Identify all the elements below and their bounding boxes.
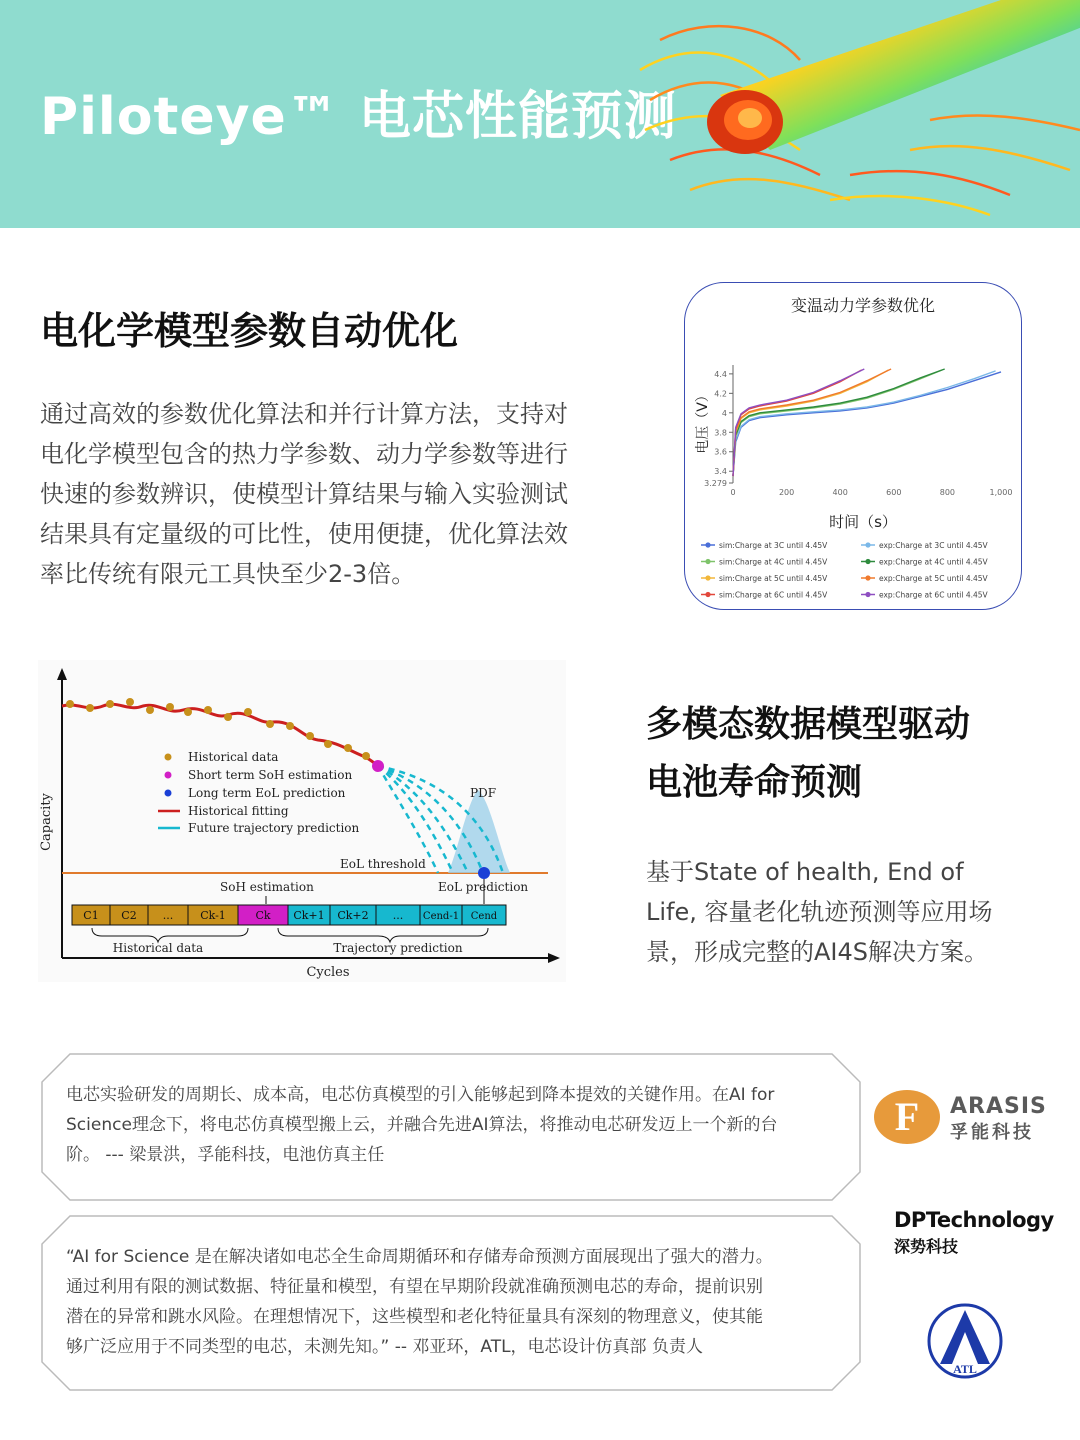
chart-legend-label: sim:Charge at 5C until 4.45V: [719, 574, 828, 583]
y-axis-arrow: [57, 668, 67, 680]
section2-paragraph: [646, 852, 993, 972]
chart-xtick-label: 800: [939, 488, 956, 497]
voltage-chart-card: [684, 282, 1022, 610]
page-title: Piloteye™ 电芯性能预测: [40, 87, 677, 147]
cell-future-label: Cend-1: [422, 911, 460, 922]
atl-logo-icon: [926, 1302, 1004, 1380]
chart-legend-marker: [865, 559, 870, 564]
section2-line: Life, 容量老化轨迹预测等应用场: [646, 898, 993, 926]
soh-estimation-label: SoH estimation: [220, 880, 314, 894]
cell-current-label: Ck: [255, 909, 271, 922]
section2-line: 景，形成完整的AI4S解决方案。: [646, 938, 988, 966]
chart-series-line: [733, 370, 942, 476]
eol-prediction-point: [478, 867, 490, 879]
voltage-chart: [685, 283, 1021, 609]
quote-line: 通过利用有限的测试数据、特征量和模型，有望在早期阶段就准确预测电芯的寿命，提前识别: [66, 1277, 763, 1297]
chart-legend-marker: [865, 575, 870, 580]
capacity-axis-label: Capacity: [39, 793, 54, 851]
quote-line: Science理念下，将电芯仿真模型搬上云，并融合先进AI算法，将推动电芯研发迈上一个新的台: [66, 1115, 778, 1135]
section1-paragraph: [40, 394, 568, 594]
diagram-legend: [158, 750, 360, 835]
cell-future-label: Ck+1: [293, 909, 325, 922]
cell-future-label: ...: [392, 909, 404, 922]
chart-legend-marker: [705, 575, 710, 580]
chart-ytick-label: 3.279: [704, 479, 727, 488]
chart-series-line: [733, 370, 862, 476]
eol-threshold-label: EoL threshold: [340, 857, 426, 871]
section1-line: 结果具有定量级的可比性，使用便捷，优化算法效: [40, 520, 568, 548]
chart-legend-label: sim:Charge at 4C until 4.45V: [719, 557, 828, 567]
cell-hist-label: C2: [121, 909, 137, 922]
legend-long-term-eol: Long term EoL prediction: [188, 786, 346, 800]
life-prediction-diagram: [38, 660, 566, 982]
atl-logo: [926, 1302, 1004, 1380]
chart-legend-label: exp:Charge at 5C until 4.45V: [879, 574, 988, 583]
chart-series-line: [733, 372, 1001, 476]
legend-historical-fitting: Historical fitting: [188, 804, 289, 818]
cycle-cells-row: [72, 905, 506, 925]
chart-legend-marker: [705, 592, 710, 597]
header-banner: [0, 0, 1080, 228]
section2-heading-line: 多模态数据模型驱动: [646, 704, 971, 745]
section2-heading: [646, 696, 970, 812]
cell-hist-label: ...: [162, 909, 174, 922]
soh-estimation-point: [372, 760, 384, 772]
quote-farasis: [40, 1052, 862, 1202]
chart-ytick-label: 3.8: [714, 428, 727, 438]
dp-technology-logo: [894, 1208, 1064, 1258]
quote-atl: [40, 1214, 862, 1392]
chart-series-line: [733, 369, 945, 476]
section1-heading: 电化学模型参数自动优化: [40, 309, 459, 353]
bracket-future: [278, 928, 488, 942]
pdf-label: PDF: [470, 786, 497, 800]
chart-legend-label: sim:Charge at 6C until 4.45V: [719, 590, 828, 600]
section2-heading-line: 电池寿命预测: [646, 762, 863, 803]
legend-historical-data: Historical data: [188, 750, 279, 764]
chart-legend-label: exp:Charge at 6C until 4.45V: [879, 590, 988, 600]
quote-line: 潜在的异常和跳水风险。在理想情况下，这些模型和老化特征量具有深刻的物理意义，使其能: [66, 1307, 763, 1327]
chart-legend-label: exp:Charge at 4C until 4.45V: [879, 557, 988, 567]
chart-legend-marker: [865, 592, 870, 597]
quote-line: 够广泛应用于不同类型的电芯，未测先知。” -- 邓亚环，ATL，电芯设计仿真部 负责人: [66, 1337, 703, 1357]
legend-marker: [165, 772, 172, 779]
battery-cell-simulation-image: [630, 0, 1080, 228]
legend-future-trajectory: Future trajectory prediction: [188, 821, 360, 835]
farasis-logo-en: ARASIS: [950, 1094, 1047, 1119]
chart-ytick-label: 4.4: [714, 369, 727, 379]
atl-logo-text: ATL: [953, 1362, 977, 1376]
chart-xtick-label: 0: [730, 488, 736, 497]
section2-line: 基于State of health, End of: [646, 858, 964, 886]
legend-short-term-soh: Short term SoH estimation: [188, 768, 353, 782]
bracket-historical-label: Historical data: [112, 941, 204, 955]
chart-xlabel: 时间（s）: [829, 513, 897, 531]
eol-prediction-label: EoL prediction: [438, 880, 529, 894]
chart-xtick-label: 200: [778, 488, 795, 497]
chart-title: 变温动力学参数优化: [790, 296, 936, 315]
quote-line: 阶。 --- 梁景洪，孚能科技，电池仿真主任: [66, 1145, 385, 1165]
quote-line: 电芯实验研发的周期长、成本高，电芯仿真模型的引入能够起到降本提效的关键作用。在AI for: [66, 1085, 775, 1105]
chart-legend-marker: [705, 542, 710, 547]
x-axis-arrow: [548, 953, 560, 963]
chart-ytick-label: 4.2: [714, 389, 727, 399]
quote-atl-text: [66, 1242, 846, 1362]
legend-marker: [165, 790, 172, 797]
chart-legend-label: sim:Charge at 3C until 4.45V: [719, 541, 828, 550]
chart-ylabel: 电压（V）: [695, 388, 711, 454]
bracket-historical: [92, 928, 248, 942]
cell-hist-label: C1: [83, 909, 99, 922]
quote-line: “AI for Science 是在解决诸如电芯全生命周期循环和存储寿命预测方面展现出了强大的潜力。: [66, 1247, 773, 1267]
bracket-future-label: Trajectory prediction: [333, 941, 463, 955]
battery-life-prediction-figure: [38, 660, 566, 982]
chart-ytick-label: 3.4: [714, 467, 727, 477]
chart-xtick-label: 600: [886, 488, 902, 497]
chart-xtick-label: 400: [832, 488, 848, 497]
cycles-axis-label: Cycles: [306, 965, 350, 980]
farasis-logo-cn: 孚能科技: [950, 1122, 1034, 1143]
chart-legend-marker: [705, 559, 710, 564]
dp-logo-en: DPTechnology: [894, 1208, 1054, 1232]
chart-ytick-label: 3.6: [714, 447, 727, 457]
section1-line: 率比传统有限元工具快至少2-3倍。: [40, 560, 416, 588]
dp-logo-cn: 深势科技: [894, 1237, 959, 1256]
quote-farasis-text: [66, 1080, 846, 1170]
chart-series-line: [733, 369, 891, 476]
chart-series-line: [733, 369, 864, 476]
farasis-mark-icon: F: [874, 1090, 940, 1144]
chart-series-line: [733, 370, 888, 476]
cell-hist-label: Ck-1: [200, 909, 226, 922]
section1-line: 通过高效的参数优化算法和并行计算方法，支持对: [40, 400, 568, 428]
chart-ytick-label: 4: [721, 408, 727, 418]
cell-future-label: Ck+2: [337, 909, 369, 922]
chart-legend-label: exp:Charge at 3C until 4.45V: [879, 541, 988, 550]
chart-legend-marker: [865, 542, 870, 547]
cell-future-label: Cend: [470, 911, 498, 922]
chart-xtick-label: 1,000: [989, 488, 1013, 497]
farasis-logo: [874, 1088, 1054, 1148]
section1-line: 电化学模型包含的热力学参数、动力学参数等进行: [40, 440, 568, 468]
section1-line: 快速的参数辨识，使模型计算结果与输入实验测试: [40, 480, 568, 508]
legend-marker: [165, 754, 172, 761]
